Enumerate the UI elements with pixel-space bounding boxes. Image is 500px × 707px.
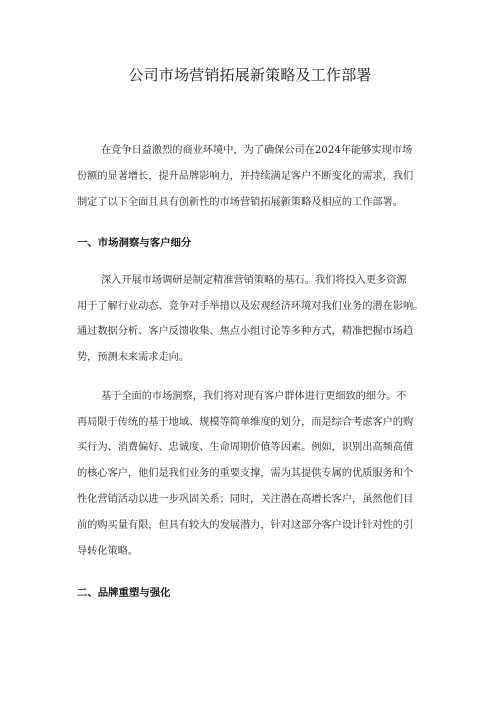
section-heading-market-insight: 一、市场洞察与客户细分 <box>77 237 192 249</box>
intro-line-2: 份额的显著增长，提升品牌影响力，并持续满足客户不断变化的需求，我们 <box>77 171 414 182</box>
s1p2-line-1: 基于全面的市场洞察，我们将对现有客户群体进行更细致的细分。不 <box>101 391 407 402</box>
s1p2-line-5: 性化营销活动以进一步巩固关系；同时，关注潜在高增长客户，虽然他们目 <box>77 494 414 505</box>
s1p2-line-6: 前的购买量有限，但具有较大的发展潜力，针对这部分客户设计针对性的引 <box>77 520 414 531</box>
s1p2-line-3: 买行为、消费偏好、忠诚度、生命周期价值等因素。例如，识别出高频高值 <box>77 442 414 453</box>
intro-line-1: 在竞争日益激烈的商业环境中，为了确保公司在2024年能够实现市场 <box>101 145 413 156</box>
intro-line-3: 制定了以下全面且具有创新性的市场营销拓展新策略及相应的工作部署。 <box>77 197 403 208</box>
document-title: 公司市场营销拓展新策略及工作部署 <box>128 66 372 84</box>
s1p1-line-1: 深入开展市场调研是制定精准营销策略的基石。我们将投入更多资源 <box>101 275 407 286</box>
s1p2-line-4: 的核心客户，他们是我们业务的重要支撑，需为其提供专属的优质服务和个 <box>77 468 414 479</box>
s1p1-line-4: 势，预测未来需求走向。 <box>77 352 190 363</box>
section-heading-brand: 二、品牌重塑与强化 <box>77 587 171 599</box>
s1p2-line-2: 再局限于传统的基于地域、规模等简单维度的划分，而是综合考虑客户的购 <box>77 417 414 428</box>
s1p1-line-3: 通过数据分析、客户反馈收集、焦点小组讨论等多种方式，精准把握市场趋 <box>77 326 414 337</box>
s1p2-line-7: 导转化策略。 <box>77 546 139 557</box>
s1p1-line-2: 用于了解行业动态、竞争对手举措以及宏观经济环境对我们业务的潜在影响。 <box>77 301 424 312</box>
